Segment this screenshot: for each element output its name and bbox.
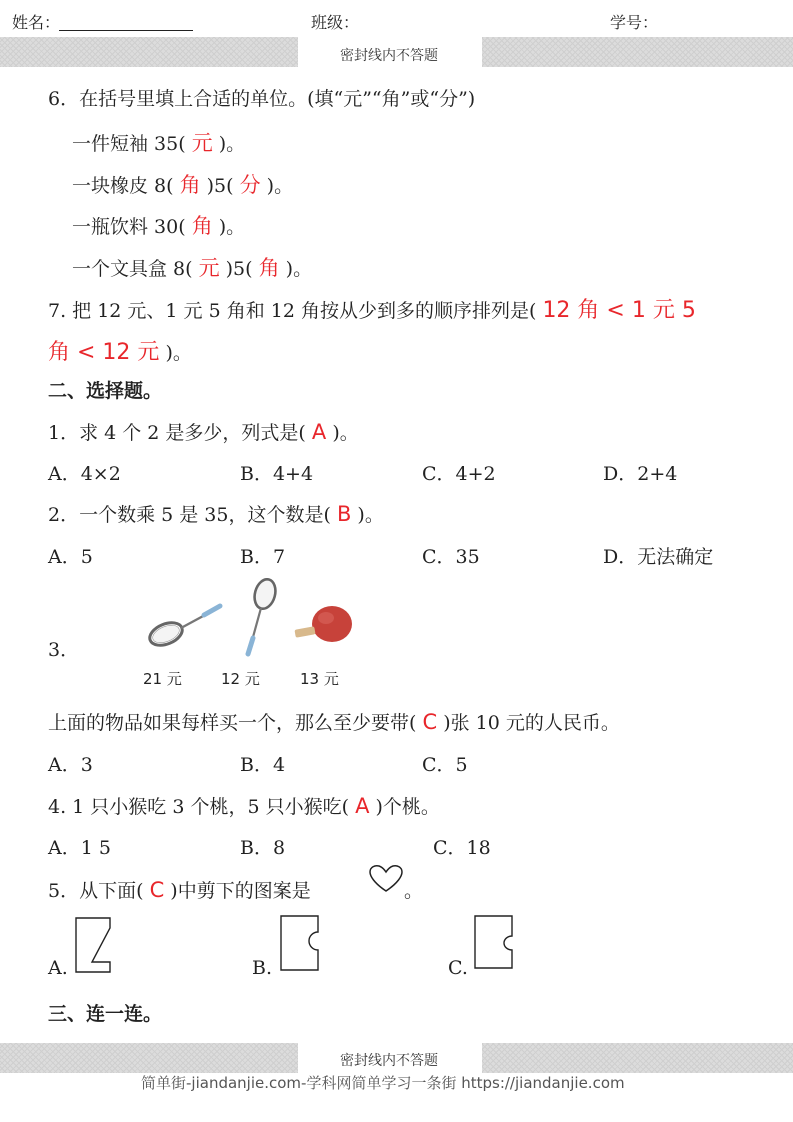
p2-q3-stem	[48, 708, 620, 735]
p2-q1-stem-after: )。	[332, 422, 359, 444]
p2-q5-option-b: B.	[252, 957, 273, 979]
racket-lying-icon	[146, 606, 220, 650]
p2-q5-stem-before: 5．从下面(	[48, 880, 144, 902]
pingpong-paddle-icon	[294, 606, 352, 642]
p2-q3-stem-before: 上面的物品如果每样买一个，那么至少要带(	[48, 712, 417, 734]
p2-q3-number: 3．	[48, 639, 80, 661]
part2-title: 二、选择题。	[48, 380, 163, 402]
p2-q3-price-1: 21 元	[143, 670, 182, 688]
p2-q4-stem-before: 4. 1 只小猴吃 3 个桃，5 只小猴吃(	[48, 796, 350, 818]
seal-band-left-top	[0, 37, 298, 67]
p2-q1-option-b: B．4+4	[240, 463, 314, 485]
racket-standing-icon	[248, 578, 279, 654]
q6-item-4-answer-2: 角	[258, 256, 280, 280]
p2-q2-answer: B	[336, 502, 352, 526]
p2-q4-option-a: A．1 5	[48, 837, 111, 859]
p2-q5-option-a: A.	[48, 957, 68, 979]
q6-item-3	[72, 210, 245, 240]
folded-paper-c-icon	[472, 914, 516, 974]
q6-item-2-mid: )5(	[206, 175, 234, 197]
q6-item-2-after: )。	[266, 175, 294, 197]
q6-item-2-answer-2: 分	[239, 173, 261, 197]
p2-q4-option-c: C．18	[433, 837, 491, 859]
p2-q4-option-b: B．8	[240, 837, 286, 859]
name-blank-line	[59, 30, 193, 31]
q6-item-3-answer: 角	[191, 214, 213, 238]
p2-q2-option-a: A．5	[48, 546, 93, 568]
q7-stem: 7. 把 12 元、1 元 5 角和 12 角按从少到多的顺序排列是(	[48, 300, 537, 322]
q7-line-1	[48, 293, 696, 324]
q6-stem: 6．在括号里填上合适的单位。(填“元”“角”或“分”)	[48, 88, 476, 110]
q6-item-4	[72, 252, 312, 282]
seal-band-right-top	[482, 37, 793, 67]
q7-end: )。	[165, 342, 192, 364]
p2-q5-stem	[48, 876, 311, 903]
p2-q3-answer: C	[422, 710, 438, 734]
p2-q2-option-b: B．7	[240, 546, 286, 568]
part3-title: 三、连一连。	[48, 1003, 163, 1025]
p2-q5-answer: C	[149, 878, 165, 902]
q7-answer-part1: 12 角 < 1 元 5	[542, 298, 696, 323]
p2-q1-option-d: D．2+4	[603, 463, 678, 485]
number-label: 学号：	[610, 13, 659, 32]
q6-item-4-answer-1: 元	[198, 256, 220, 280]
q6-item-2-answer-1: 角	[179, 173, 201, 197]
heart-outline-icon	[368, 864, 404, 894]
p2-q5-option-c: C.	[448, 957, 468, 979]
p2-q2-option-c: C．35	[422, 546, 480, 568]
q6-item-2-before: 一块橡皮 8(	[72, 175, 174, 197]
class-label: 班级：	[311, 13, 360, 32]
name-label: 姓名：	[12, 13, 61, 32]
p2-q3-stem-after: )张 10 元的人民币。	[443, 712, 620, 734]
q6-item-3-before: 一瓶饮料 30(	[72, 216, 186, 238]
q6-item-1-before: 一件短袖 35(	[72, 133, 186, 155]
q7-answer-part2: 角 < 12 元	[48, 340, 160, 365]
q6-item-4-before: 一个文具盒 8(	[72, 258, 193, 280]
sports-items-illustration	[140, 578, 370, 658]
p2-q5-stem-end: 。	[404, 880, 424, 902]
p2-q3-option-c: C．5	[422, 754, 468, 776]
p2-q1-stem-before: 1．求 4 个 2 是多少，列式是(	[48, 422, 306, 444]
q6-item-1	[72, 127, 245, 157]
p2-q1-answer: A	[311, 420, 327, 444]
p2-q2-stem-before: 2．一个数乘 5 是 35，这个数是(	[48, 504, 331, 526]
footer-text: 简单街-jiandanjie.com-学科网简单学习一条街 https://jiandanjie.com	[141, 1074, 625, 1092]
seal-band-right-bottom	[482, 1043, 793, 1073]
p2-q1-option-a: A．4×2	[48, 463, 121, 485]
p2-q3-option-a: A．3	[48, 754, 93, 776]
p2-q2-stem	[48, 500, 384, 527]
q6-item-1-after: )。	[218, 133, 246, 155]
q6-item-1-answer: 元	[191, 131, 213, 155]
q6-item-4-after: )。	[285, 258, 313, 280]
seal-text-top: 密封线内不答题	[340, 48, 438, 64]
p2-q1-stem	[48, 418, 359, 445]
p2-q2-stem-after: )。	[357, 504, 384, 526]
folded-paper-b-icon	[278, 914, 322, 974]
p2-q4-stem	[48, 792, 440, 819]
folded-paper-a-icon	[72, 916, 116, 976]
p2-q3-price-2: 12 元	[221, 670, 260, 688]
p2-q3-price-3: 13 元	[300, 670, 339, 688]
seal-text-bottom: 密封线内不答题	[340, 1053, 438, 1069]
p2-q1-option-c: C．4+2	[422, 463, 496, 485]
q7-line-2	[48, 335, 192, 366]
p2-q5-stem-after: )中剪下的图案是	[170, 880, 311, 902]
p2-q4-answer: A	[355, 794, 370, 818]
p2-q4-stem-after: )个桃。	[375, 796, 440, 818]
p2-q2-option-d: D．无法确定	[603, 546, 714, 568]
seal-band-left-bottom	[0, 1043, 298, 1073]
p2-q3-option-b: B．4	[240, 754, 286, 776]
q6-item-4-mid: )5(	[225, 258, 253, 280]
q6-item-2	[72, 169, 293, 199]
q6-item-3-after: )。	[218, 216, 246, 238]
